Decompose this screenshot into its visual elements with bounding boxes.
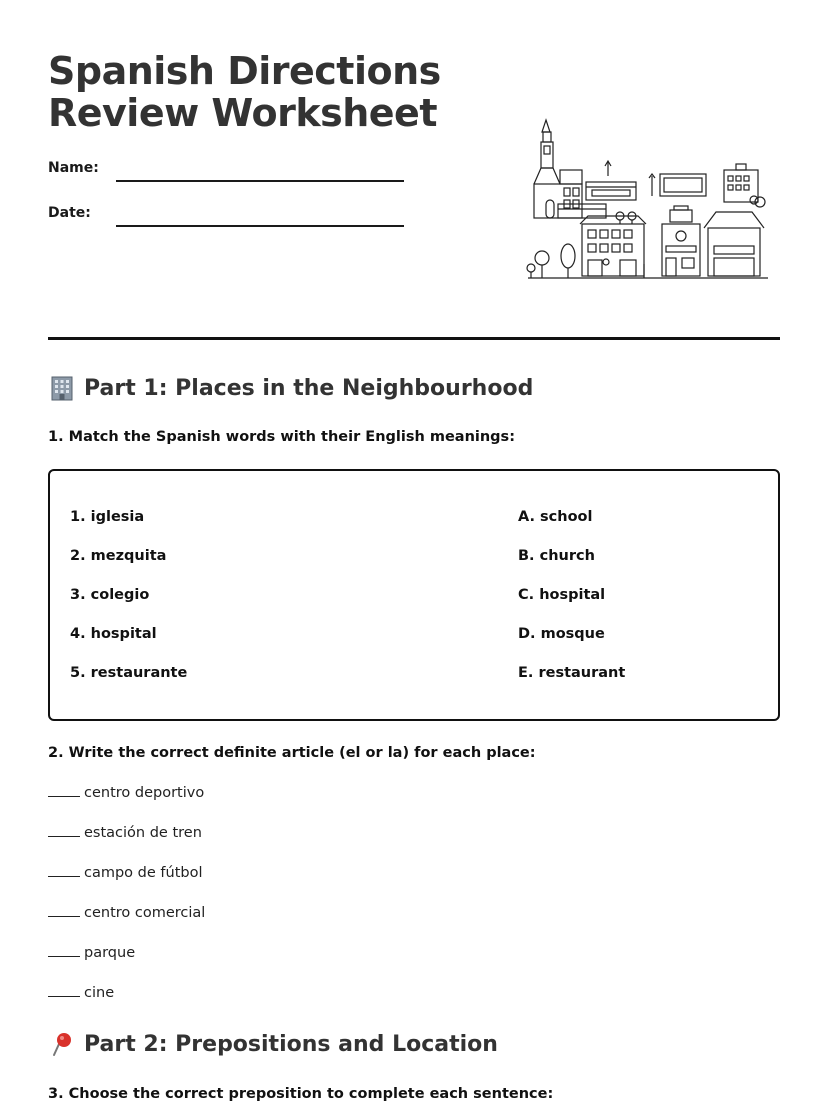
part2-heading (48, 1030, 498, 1058)
section-divider (48, 337, 780, 340)
place-name: estación de tren (84, 825, 202, 841)
town-buildings-illustration (524, 112, 770, 288)
name-field[interactable] (116, 180, 404, 182)
english-meaning: A. school (518, 509, 593, 525)
title-line-1: Spanish Directions (48, 49, 441, 93)
article-row (48, 825, 202, 841)
spanish-word: 1. iglesia (70, 509, 145, 525)
spanish-word: 3. colegio (70, 587, 150, 603)
place-name: centro deportivo (84, 785, 205, 801)
article-blank[interactable] (48, 996, 80, 997)
article-blank[interactable] (48, 876, 80, 877)
article-blank[interactable] (48, 916, 80, 917)
title-line-2: Review Worksheet (48, 91, 437, 135)
article-blank[interactable] (48, 796, 80, 797)
name-label: Name: (48, 160, 99, 176)
matching-box (48, 469, 780, 721)
round-pushpin-icon (48, 1030, 76, 1058)
question-1: 1. Match the Spanish words with their English meanings: (48, 429, 515, 445)
article-blank[interactable] (48, 956, 80, 957)
date-label: Date: (48, 205, 91, 221)
article-row (48, 785, 204, 801)
article-blank[interactable] (48, 836, 80, 837)
part2-heading-text: Part 2: Prepositions and Location (84, 1031, 498, 1057)
article-row (48, 945, 135, 961)
date-field[interactable] (116, 225, 404, 227)
spanish-word: 2. mezquita (70, 548, 167, 564)
spanish-word: 4. hospital (70, 626, 157, 642)
place-name: cine (84, 985, 115, 1001)
place-name: parque (84, 945, 136, 961)
english-meaning: D. mosque (518, 626, 605, 642)
article-row (48, 985, 114, 1001)
english-meaning: B. church (518, 548, 595, 564)
part1-heading-text: Part 1: Places in the Neighbourhood (84, 375, 534, 401)
article-row (48, 865, 203, 881)
question-3: 3. Choose the correct preposition to complete each sentence: (48, 1086, 554, 1102)
office-building-icon (48, 374, 76, 402)
article-row (48, 905, 205, 921)
english-meaning: C. hospital (518, 587, 606, 603)
spanish-word: 5. restaurante (70, 665, 188, 681)
page-title (48, 50, 441, 134)
place-name: campo de fútbol (84, 865, 203, 881)
question-2: 2. Write the correct definite article (el or la) for each place: (48, 745, 536, 761)
part1-heading (48, 374, 533, 402)
place-name: centro comercial (84, 905, 206, 921)
english-meaning: E. restaurant (518, 665, 626, 681)
